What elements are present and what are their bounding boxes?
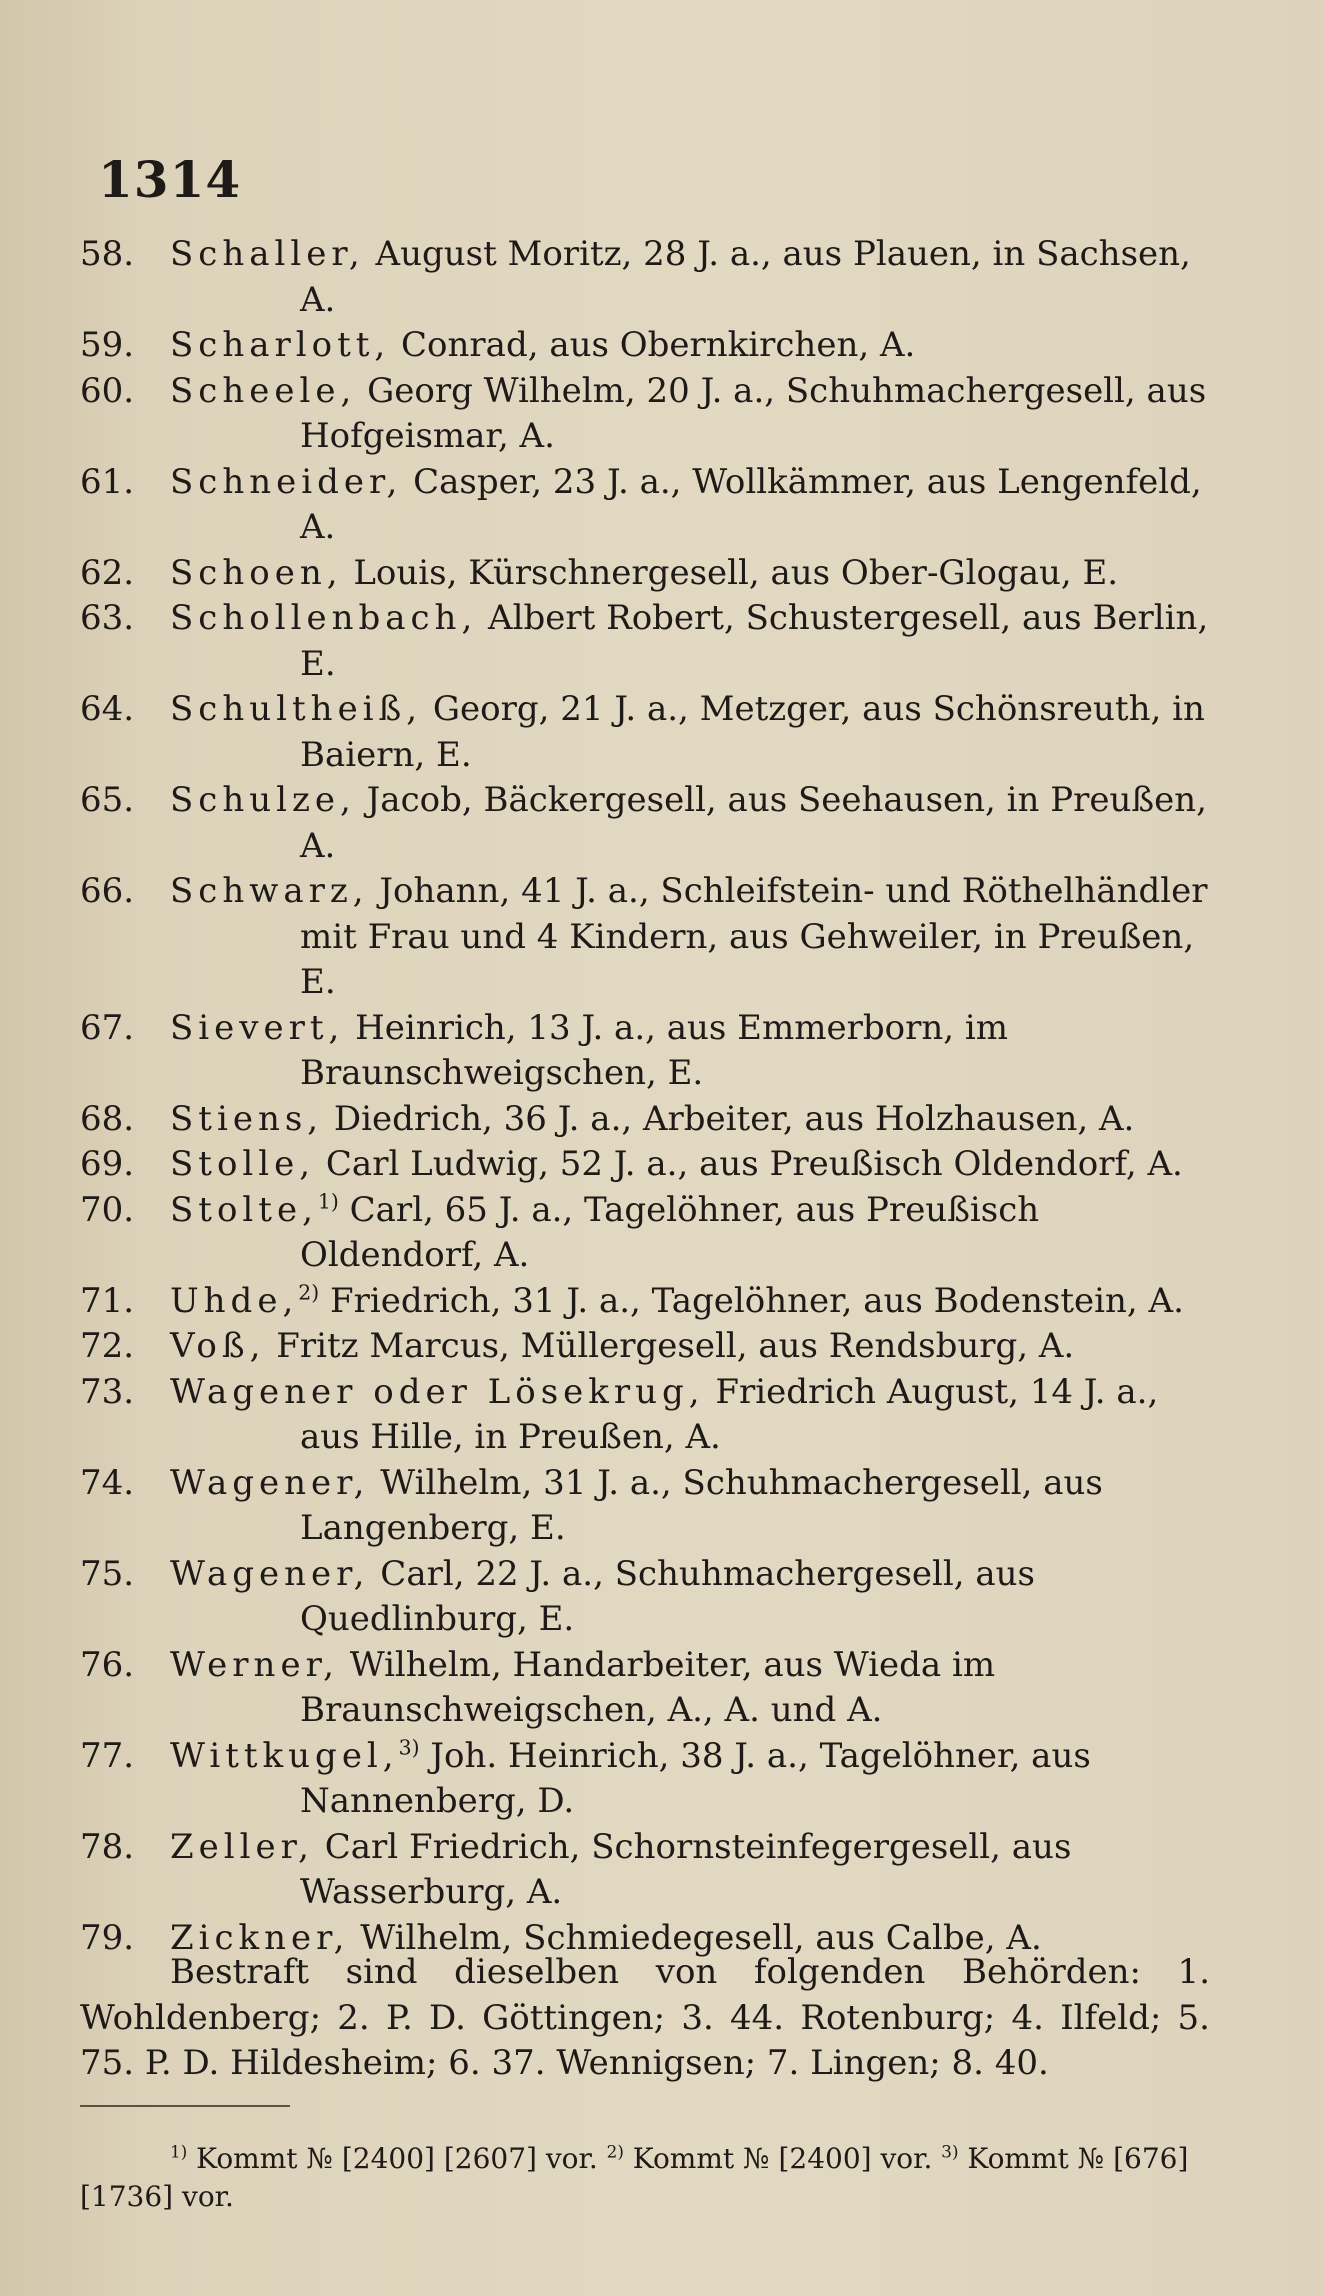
footnote-marker: 1 [317,1189,331,1214]
entry-number: 72. [80,1326,135,1366]
entry-details: Joh. Heinrich, 38 J. a., Tagelöhner, aus Nannenberg, D. [300,1735,1091,1821]
list-item [80,687,1210,778]
entry-surname: Werner, [170,1644,339,1685]
footnote-rule [80,2105,290,2107]
entry-number: 58. [80,234,135,274]
footnote-marker: 3 [398,1735,412,1760]
entry-number: 68. [80,1098,135,1139]
summary-text: Bestraft sind dieselben von folgenden Behörden: 1. Wohldenberg; 2. P. D. Göttingen; 3. 44. Rotenburg; 4. Ilfeld; 5. 75. P. D. Hildesheim; 6. 37. Wennigsen; 7. Lingen; 8. 40. [80,1952,1210,2083]
entry-details: Carl, 65 J. a., Tagelöhner, aus Preußisch Oldendorf, A. [300,1189,1040,1275]
entry-details: Friedrich August, 14 J. a., aus Hille, in Preußen, A. [300,1371,1159,1457]
footnote-paren: ) [411,1735,420,1760]
entry-surname: Zickner, [170,1917,350,1958]
list-item [80,1142,1210,1188]
entry-list [80,232,1210,1961]
entry-surname: Stolte, [170,1189,318,1230]
entry-details: Carl Ludwig, 52 J. a., aus Preußisch Oldendorf, A. [315,1144,1183,1184]
list-item [80,778,1210,869]
entry-details: August Moritz, 28 J. a., aus Plauen, in Sachsen, A. [300,234,1191,320]
entry-details: Carl, 22 J. a., Schuhmachergesell, aus Quedlinburg, E. [300,1553,1035,1639]
entry-surname: Zeller, [170,1826,314,1867]
entry-surname: Sievert, [170,1007,345,1048]
footnote-mark: 2 [606,2141,618,2162]
entry-surname: Stolle, [170,1144,316,1184]
footnote-line [80,2140,1210,2216]
footnote-paren: ) [311,1280,320,1305]
entry-surname: Scheele, [170,370,357,411]
entry-details: Georg Wilhelm, 20 J. a., Schuhmachergesell, aus Hofgeismar, A. [300,370,1207,456]
entry-number: 65. [80,780,135,820]
footnote-paren: ) [617,2141,624,2162]
entry-surname: Wagener, [170,1553,370,1594]
entry-number: 70. [80,1189,135,1230]
entry-details: Wilhelm, Handarbeiter, aus Wieda im Braunschweigschen, A., A. und A. [300,1644,996,1730]
entry-surname: Uhde, [170,1280,299,1321]
entry-number: 76. [80,1644,135,1685]
entry-number: 60. [80,370,135,411]
summary-paragraph [80,1950,1210,2087]
entry-surname: Wagener oder Lösekrug, [170,1371,705,1412]
list-item [80,1097,1210,1143]
footnote-paren: ) [951,2141,959,2162]
entry-number: 71. [80,1280,135,1321]
footnote-mark: 3 [941,2141,952,2162]
entry-surname: Schaller, [170,234,365,274]
list-item [80,460,1210,551]
footnote-text: Kommt № [2400] vor. [623,2142,942,2175]
page-number: 1314 [98,150,242,209]
footnote-text: Kommt № [2400] [2607] vor. [187,2142,607,2175]
entry-number: 59. [80,325,135,365]
list-item [80,596,1210,687]
entry-number: 63. [80,598,135,638]
entry-details: Carl Friedrich, Schornsteinfegergesell, aus Wasserburg, A. [300,1826,1072,1912]
entry-surname: Schwarz, [170,871,369,911]
footnote-paren: ) [330,1189,339,1214]
entry-number: 74. [80,1462,135,1503]
entry-number: 79. [80,1917,135,1958]
list-item [80,551,1210,597]
list-item [80,369,1210,460]
list-item [80,1370,1210,1461]
entry-details: Diedrich, 36 J. a., Arbeiter, aus Holzhausen, A. [323,1098,1135,1139]
entry-surname: Schultheiß, [170,689,423,729]
entry-number: 64. [80,689,135,729]
entry-surname: Wagener, [170,1462,370,1503]
entry-details: Casper, 23 J. a., Wollkämmer, aus Lengenfeld, A. [300,461,1202,547]
entry-number: 62. [80,552,135,593]
entry-number: 75. [80,1553,135,1594]
entry-surname: Schoen, [170,552,343,593]
footnote-mark: 1 [170,2141,181,2162]
entry-surname: Wittkugel, [170,1735,399,1776]
entry-details: Friedrich, 31 J. a., Tagelöhner, aus Bodenstein, A. [319,1280,1184,1321]
footnote-paren: ) [180,2141,188,2162]
entry-surname: Schulze, [170,780,356,820]
entry-details: Fritz Marcus, Müllergesell, aus Rendsburg, A. [265,1326,1075,1366]
list-item [80,1552,1210,1643]
entry-number: 67. [80,1007,135,1048]
entry-number: 73. [80,1371,135,1412]
entry-number: 69. [80,1144,135,1184]
footnotes [80,2140,1210,2216]
entry-surname: Schollenbach, [170,598,478,638]
entry-surname: Voß, [170,1326,266,1366]
entry-surname: Stiens, [170,1098,324,1139]
entry-details: Wilhelm, 31 J. a., Schuhmachergesell, aus Langenberg, E. [300,1462,1103,1548]
footnote-marker: 2 [298,1280,312,1305]
entry-details: Heinrich, 13 J. a., aus Emmerborn, im Braunschweigschen, E. [300,1007,1008,1093]
list-item [80,1734,1210,1825]
entry-number: 66. [80,871,135,911]
entry-details: Georg, 21 J. a., Metzger, aus Schönsreuth, in Baiern, E. [300,689,1205,775]
entry-details: Johann, 41 J. a., Schleifstein- und Röthelhändler mit Frau und 4 Kindern, aus Gehweiler, in Preußen, E. [300,871,1208,1002]
list-item [80,1825,1210,1916]
list-item [80,1188,1210,1279]
entry-surname: Scharlott, [170,325,391,365]
entry-details: Wilhelm, Schmiedegesell, aus Calbe, A. [349,1917,1042,1958]
entry-number: 77. [80,1735,135,1776]
list-item [80,323,1210,369]
list-item [80,869,1210,1006]
list-item [80,1006,1210,1097]
entry-surname: Schneider, [170,461,403,502]
list-item [80,1461,1210,1552]
list-item [80,1279,1210,1325]
entry-details: Conrad, aus Obernkirchen, A. [390,325,916,365]
list-item [80,232,1210,323]
list-item [80,1324,1210,1370]
entry-number: 78. [80,1826,135,1867]
entry-details: Jacob, Bäckergesell, aus Seehausen, in Preußen, A. [300,780,1207,866]
list-item [80,1643,1210,1734]
entry-details: Albert Robert, Schustergesell, aus Berlin, E. [300,598,1209,684]
entry-number: 61. [80,461,135,502]
footnote-text: Kommt № [676] [1736] vor. [80,2142,1189,2213]
entry-details: Louis, Kürschnergesell, aus Ober-Glogau, E. [342,552,1119,593]
